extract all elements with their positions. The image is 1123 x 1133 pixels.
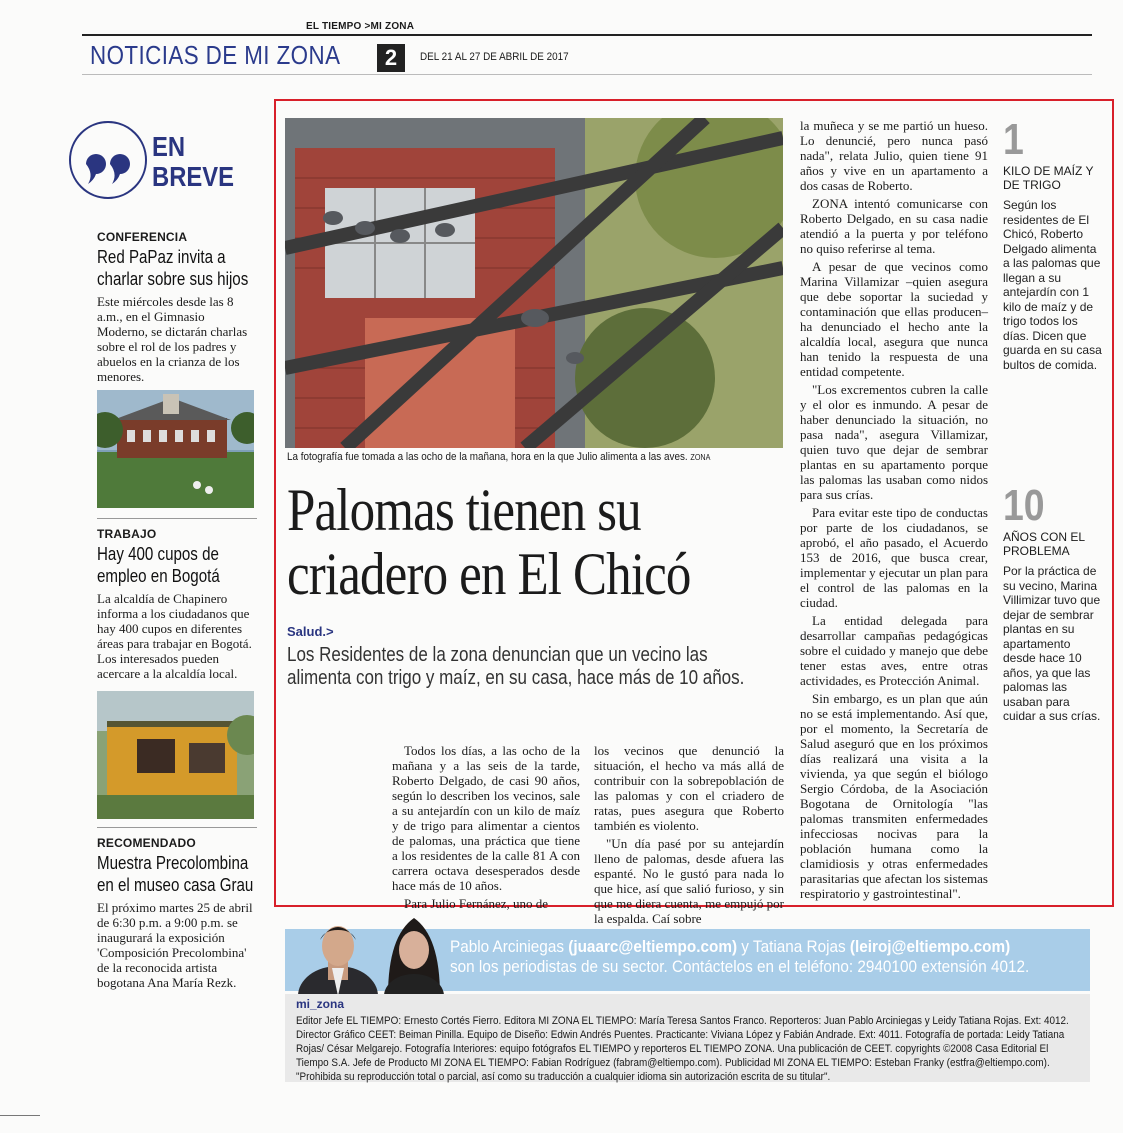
brief-category: CONFERENCIA bbox=[97, 230, 188, 244]
brief-item bbox=[97, 230, 257, 508]
stat-number: 1 bbox=[1003, 115, 1024, 164]
paragraph: "Los excrementos cubren la calle y el olor es inmundo. A pesar de haber denunciado la situación, no pasa nada", asegura Villamizar, quien tuvo que dejar de sembrar plantas en su apartamento porque las palomas las usaban como nidos para sus crías. bbox=[800, 382, 988, 502]
paragraph: ZONA intentó comunicarse con Roberto Delgado, en su casa nadie atendió a la puerta y por teléfono no quiso referirse al tema. bbox=[800, 196, 988, 256]
reporter-photo-man bbox=[298, 908, 378, 996]
masthead-rule bbox=[82, 74, 1092, 75]
brief-body: La alcaldía de Chapinero informa a los ciudadanos que hay 400 cupos en diferentes áreas para trabajar en Bogotá. Los interesados pueden acercare a la alcaldía local. bbox=[97, 591, 252, 681]
page-number: 2 bbox=[377, 44, 405, 72]
brief-headline: Hay 400 cupos de empleo en Bogotá bbox=[97, 544, 220, 586]
divider bbox=[97, 518, 257, 519]
paragraph: la muñeca y se me partió un hueso. Lo denuncié, pero nunca pasó nada", relata Julio, quien tiene 91 años y vive en un apartamento a dos casas de Roberto. bbox=[800, 118, 988, 193]
brief-body: El próximo martes 25 de abril de 6:30 p.m. a 9:00 p.m. se inaugurará la exposición 'Composición Precolombina' de la reconocida artista bogotana Ana María Rezk. bbox=[97, 900, 253, 990]
masthead bbox=[82, 34, 1092, 74]
school-building-photo bbox=[97, 390, 254, 508]
mi-zona-logo: mi_zona bbox=[296, 997, 345, 1011]
brief-body: Este miércoles desde las 8 a.m., en el Gimnasio Moderno, se dictarán charlas sobre el rol de los padres y abuelos en la crianza de los menores. bbox=[97, 294, 248, 384]
brief-item bbox=[97, 836, 257, 990]
en-breve-header bbox=[68, 120, 258, 200]
stat-body: Según los residentes de El Chicó, Roberto Delgado alimenta a las palomas que llegan a su antejardín con 1 kilo de maíz y de trigo todos los días. Dicen que guarda en su casa bultos de comida. bbox=[1003, 198, 1102, 372]
quote-marks-icon bbox=[68, 120, 148, 200]
article-headline: Palomas tienen su criadero en El Chicó bbox=[287, 477, 691, 607]
reporter-photo-woman bbox=[378, 908, 450, 996]
pigeons-photo bbox=[285, 118, 783, 448]
stat-box-kilo bbox=[1003, 115, 1103, 372]
sidebar-briefs bbox=[97, 230, 257, 1000]
section-kicker: EL TIEMPO >MI ZONA bbox=[306, 21, 415, 32]
paragraph: Todos los días, a las ocho de la mañana y a las seis de la tarde, Roberto Delgado, de casi 90 años, según lo describen los vecinos, sale a su antejardín con un kilo de maíz y de trigo para alimentar a cientos de palomas, una práctica que tiene a los residentes de la calle 81 A con carrera octava desesperados desde hace más de 10 años. bbox=[392, 743, 580, 893]
paragraph: "Un día pasé por su antejardín lleno de palomas, desde afuera las espanté. No le gustó para nada lo que hice, así que salió furioso, y sin que me diera cuenta, me empujó por la espalda. Caí sobre bbox=[594, 836, 784, 926]
brief-category: TRABAJO bbox=[97, 527, 157, 541]
stat-box-years bbox=[1003, 481, 1103, 724]
divider bbox=[0, 1115, 40, 1116]
issue-date: DEL 21 AL 27 DE ABRIL DE 2017 bbox=[420, 51, 569, 63]
section-title: NOTICIAS DE MI ZONA bbox=[90, 40, 341, 70]
stat-number: 10 bbox=[1003, 481, 1045, 530]
brief-headline: Muestra Precolombina en el museo casa Grau bbox=[97, 853, 254, 895]
brief-category: RECOMENDADO bbox=[97, 836, 196, 850]
brief-item bbox=[97, 527, 257, 681]
museum-house-photo bbox=[97, 691, 254, 819]
stat-label: AÑOS CON EL PROBLEMA bbox=[1003, 530, 1085, 558]
en-breve-title: EN BREVE bbox=[152, 131, 234, 192]
paragraph: A pesar de que vecinos como Marina Villamizar –quien asegura que debe soportar la suciedad y contaminación que ellas producen– ha denunciado el hecho ante la alcaldía local, asegura que nunca han tenido la respuesta de una entidad competente. bbox=[800, 259, 988, 379]
photo-caption: La fotografía fue tomada a las ocho de la mañana, hora en la que Julio alimenta a las aves. ZONA bbox=[287, 451, 711, 463]
reporters-text: Pablo Arciniegas (juaarc@eltiempo.com) y Tatiana Rojas (leiroj@eltiempo.com) son los periodistas de su sector. Contáctelos en el teléfono: 2940100 extensión 4012. bbox=[450, 937, 1030, 976]
article-column-3 bbox=[800, 118, 988, 904]
stat-label: KILO DE MAÍZ Y DE TRIGO bbox=[1003, 164, 1094, 192]
paragraph: Para evitar este tipo de conductas por parte de los ciudadanos, se aprobó, el año pasado, el Acuerdo 153 de 2016, que busca crear, implementar y ejecutar un plan para el control de las palomas en la ciudad. bbox=[800, 505, 988, 610]
article-column-2 bbox=[594, 743, 784, 929]
stat-body: Por la práctica de su vecino, Marina Villimizar tuvo que dejar de sembrar plantas en su apartamento desde hace 10 años, ya que las palomas las usaban para cuidar a sus crías. bbox=[1003, 564, 1101, 723]
brief-headline: Red PaPaz invita a charlar sobre sus hijos bbox=[97, 247, 249, 289]
reporter-email-link[interactable]: (juaarc@eltiempo.com) bbox=[568, 937, 738, 956]
section-tag: Salud.> bbox=[287, 624, 334, 639]
paragraph: Para Julio Fernánez, uno de bbox=[404, 896, 549, 911]
divider bbox=[97, 827, 257, 828]
reporter-email-link[interactable]: (leiroj@eltiempo.com) bbox=[849, 937, 1011, 956]
article-column-1 bbox=[392, 743, 580, 914]
staff-credits: Editor Jefe EL TIEMPO: Ernesto Cortés Fierro. Editora MI ZONA EL TIEMPO: María Teresa Santos Franco. Reporteros: Juan Pablo Arciniegas y Leidy Tatiana Rojas. Ext: 4012. Director Gráfico CEET: Beiman Pinilla. Equipo de Diseño: Edwin Andrés Puentes. Practicante: Viviana López y Fabián Andrade. Ext: 4011. Fotografía de portada: Leidy Tatiana Rojas/ César Melgarejo. Fotografía Interiores: equipo fotógrafos EL TIEMPO y reporteros EL TIEMPO ZONA. Una publicación de CEET. copyrights ©2008 Casa Editorial El Tiempo S.A. Jefe de Producto MI ZONA EL TIEMPO: Fabian Rodríguez (fabram@eltiempo.com). Publicidad MI ZONA EL TIEMPO: Esteban Franky (estfra@eltiempo.com). "Prohibida su reproducción total o parcial, así como su traducción a cualquier idioma sin autorización escrita de su titular". bbox=[296, 1015, 1069, 1083]
article-deck: Los Residentes de la zona denuncian que un vecino las alimenta con trigo y maíz, en su casa, hace más de 10 años. bbox=[287, 644, 745, 689]
paragraph: Sin embargo, es un plan que aún no se está implementando. Así que, por el momento, la Secretaría de Salud aseguró que en los próximos días realizará una visita a la vivienda, ya que según el biólogo Sergio Córdoba, de la Asociación Bogotana de Ornitología "las palomas transmiten enfermedades infecciosas nocivas para la población humana como la clamidiosis y otras enfermedades parasitarias que afectan los sistemas respiratorio y gastrointestinal". bbox=[800, 691, 988, 901]
paragraph: La entidad delegada para desarrollar campañas pedagógicas sobre el cuidado y manejo que debe tener estas aves, entre otras actividades, es Protección Animal. bbox=[800, 613, 988, 688]
photo-credit: ZONA bbox=[690, 453, 711, 462]
paragraph: los vecinos que denunció la situación, el hecho va más allá de contribuir con la sobrepoblación de las palomas y con el criadero de ratas, pues asegura que Roberto también es violento. bbox=[594, 743, 784, 833]
